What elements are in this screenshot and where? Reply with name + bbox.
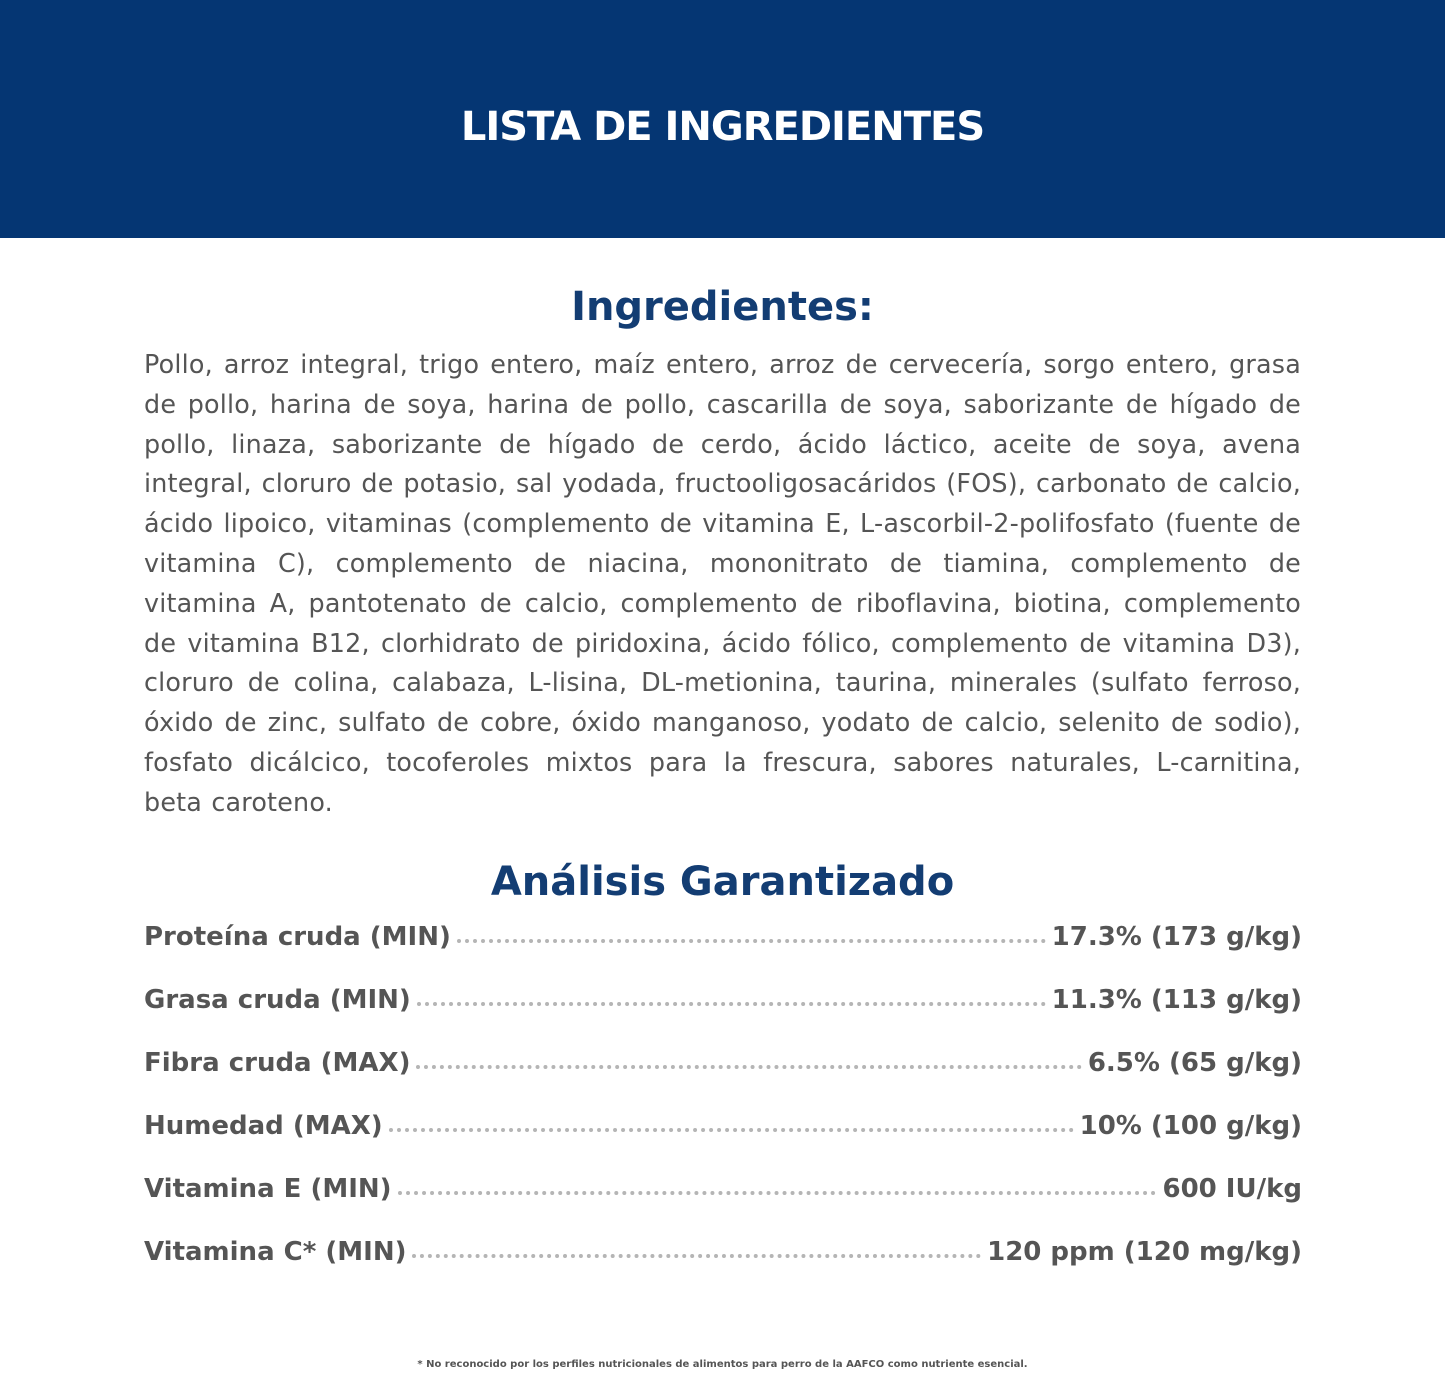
- analysis-value: 11.3% (113 g/kg): [1051, 985, 1302, 1015]
- dot-leader: [457, 933, 1046, 943]
- analysis-label: Vitamina C* (MIN): [144, 1237, 407, 1267]
- analysis-value: 10% (100 g/kg): [1079, 1111, 1302, 1141]
- analysis-value: 120 ppm (120 mg/kg): [987, 1237, 1302, 1267]
- dot-leader: [417, 996, 1046, 1006]
- analysis-row-fiber: [144, 1048, 1302, 1111]
- dot-leader: [412, 1248, 981, 1258]
- analysis-row-vitamin-e: [144, 1174, 1302, 1237]
- analysis-heading: Análisis Garantizado: [490, 859, 955, 905]
- analysis-row-protein: [144, 922, 1302, 985]
- analysis-value: 17.3% (173 g/kg): [1051, 922, 1302, 952]
- title-banner: [0, 0, 1445, 238]
- analysis-value: 6.5% (65 g/kg): [1087, 1048, 1302, 1078]
- analysis-label: Vitamina E (MIN): [144, 1174, 392, 1204]
- analysis-label: Grasa cruda (MIN): [144, 985, 411, 1015]
- ingredients-heading: Ingredientes:: [571, 284, 874, 330]
- dot-leader: [416, 1059, 1081, 1069]
- analysis-label: Fibra cruda (MAX): [144, 1048, 411, 1078]
- footnote: * No reconocido por los perfiles nutricionales de alimentos para perro de la AAFCO como nutriente esencial.: [417, 1359, 1028, 1370]
- analysis-label: Proteína cruda (MIN): [144, 922, 451, 952]
- analysis-label: Humedad (MAX): [144, 1111, 383, 1141]
- analysis-row-fat: [144, 985, 1302, 1048]
- analysis-row-vitamin-c: [144, 1237, 1302, 1300]
- analysis-row-moisture: [144, 1111, 1302, 1174]
- dot-leader: [398, 1185, 1157, 1195]
- page-title: LISTA DE INGREDIENTES: [460, 104, 985, 150]
- analysis-value: 600 IU/kg: [1162, 1174, 1302, 1204]
- ingredients-list-text: Pollo, arroz integral, trigo entero, maíz entero, arroz de cervecería, sorgo entero, grasa de pollo, harina de soya, harina de pollo, cascarilla de soya, saborizante de hígado de pollo, linaza, saborizante de hígado de cerdo, ácido láctico, aceite de soya, avena integral, cloruro de potasio, sal yodada, fructooligosacáridos (FOS), carbonato de calcio, ácido lipoico, vitaminas (complemento de vitamina E, L-ascorbil-2-polifosfato (fuente de vitamina C), complemento de niacina, mononitrato de tiamina, complemento de vitamina A, pantotenato de calcio, complemento de riboflavina, biotina, complemento de vitamina B12, clorhidrato de piridoxina, ácido fólico, complemento de vitamina D3), cloruro de colina, calabaza, L-lisina, DL-metionina, taurina, minerales (sulfato ferroso, óxido de zinc, sulfato de cobre, óxido manganoso, yodato de calcio, selenito de sodio), fosfato dicálcico, tocoferoles mixtos para la frescura, sabores naturales, L-carnitina, beta caroteno.: [144, 349, 1301, 817]
- dot-leader: [389, 1122, 1074, 1132]
- guaranteed-analysis-table: [144, 922, 1302, 1300]
